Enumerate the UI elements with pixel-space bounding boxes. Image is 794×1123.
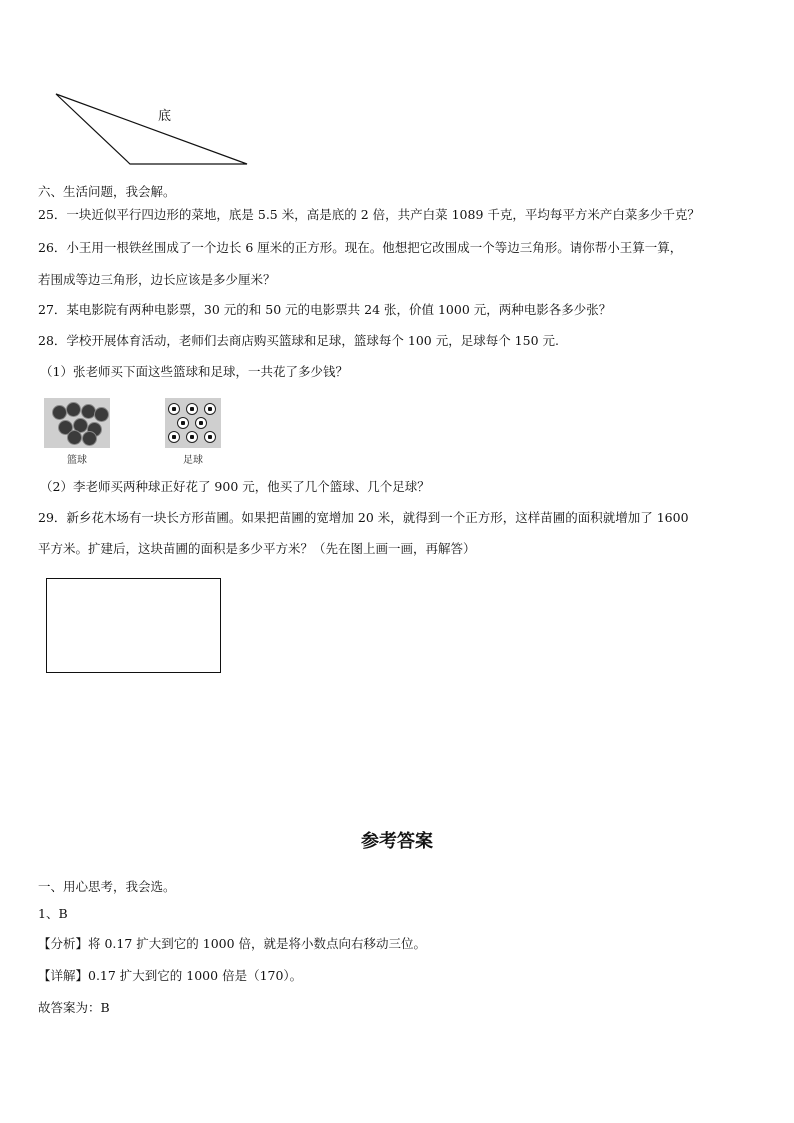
football-icon xyxy=(168,403,180,415)
answers-section-1: 一、用心思考，我会选。 xyxy=(38,879,176,894)
football-icon xyxy=(195,417,207,429)
nursery-rectangle xyxy=(46,578,221,673)
answer-detail: 【详解】0.17 扩大到它的 1000 倍是（170）。 xyxy=(38,968,303,983)
answer-conclusion: 故答案为：B xyxy=(38,1000,110,1015)
question-27: 27．某电影院有两种电影票，30 元的和 50 元的电影票共 24 张，价值 1000 元，两种电影各多少张？ xyxy=(38,302,612,317)
answer-analysis: 【分析】将 0.17 扩大到它的 1000 倍，就是将小数点向右移动三位。 xyxy=(38,936,427,951)
question-26-line1: 26．小王用一根铁丝围成了一个边长 6 厘米的正方形。现在。他想把它改围成一个等边三角形。请你帮小王算一算， xyxy=(38,240,683,255)
answer-1: 1、B xyxy=(38,906,68,921)
basketball-icon xyxy=(52,405,67,420)
question-29-line2: 平方米。扩建后，这块苗圃的面积是多少平方米？（先在图上画一画，再解答） xyxy=(38,541,476,556)
football-caption: 足球 xyxy=(183,455,203,466)
question-25: 25．一块近似平行四边形的菜地，底是 5.5 米，高是底的 2 倍，共产白菜 1089 千克，平均每平方米产白菜多少千克？ xyxy=(38,207,700,222)
question-26-line2: 若围成等边三角形，边长应该是多少厘米？ xyxy=(38,272,276,287)
question-28-part2: （2）李老师买两种球正好花了 900 元，他买了几个篮球、几个足球？ xyxy=(40,479,430,494)
triangle-shape xyxy=(56,94,247,164)
basketball-icon xyxy=(94,407,109,422)
basketball-icon xyxy=(82,431,97,446)
football-icon xyxy=(204,403,216,415)
basketball-image xyxy=(44,398,110,448)
football-icon xyxy=(186,431,198,443)
triangle-base-label: 底 xyxy=(158,109,172,124)
football-icon xyxy=(168,431,180,443)
answers-title: 参考答案 xyxy=(361,831,433,852)
basketball-icon xyxy=(67,430,82,445)
basketball-caption: 篮球 xyxy=(67,455,87,466)
question-29-line1: 29．新乡花木场有一块长方形苗圃。如果把苗圃的宽增加 20 米，就得到一个正方形，这样苗圃的面积就增加了 1600 xyxy=(38,510,689,525)
football-icon xyxy=(177,417,189,429)
basketball-icon xyxy=(66,402,81,417)
question-28: 28．学校开展体育活动，老师们去商店购买篮球和足球，篮球每个 100 元，足球每个 150 元. xyxy=(38,333,559,348)
question-28-part1: （1）张老师买下面这些篮球和足球，一共花了多少钱？ xyxy=(40,364,348,379)
football-icon xyxy=(186,403,198,415)
football-icon xyxy=(204,431,216,443)
football-image xyxy=(165,398,221,448)
section-heading-6: 六、生活问题，我会解。 xyxy=(38,184,176,199)
triangle-figure xyxy=(50,90,255,170)
